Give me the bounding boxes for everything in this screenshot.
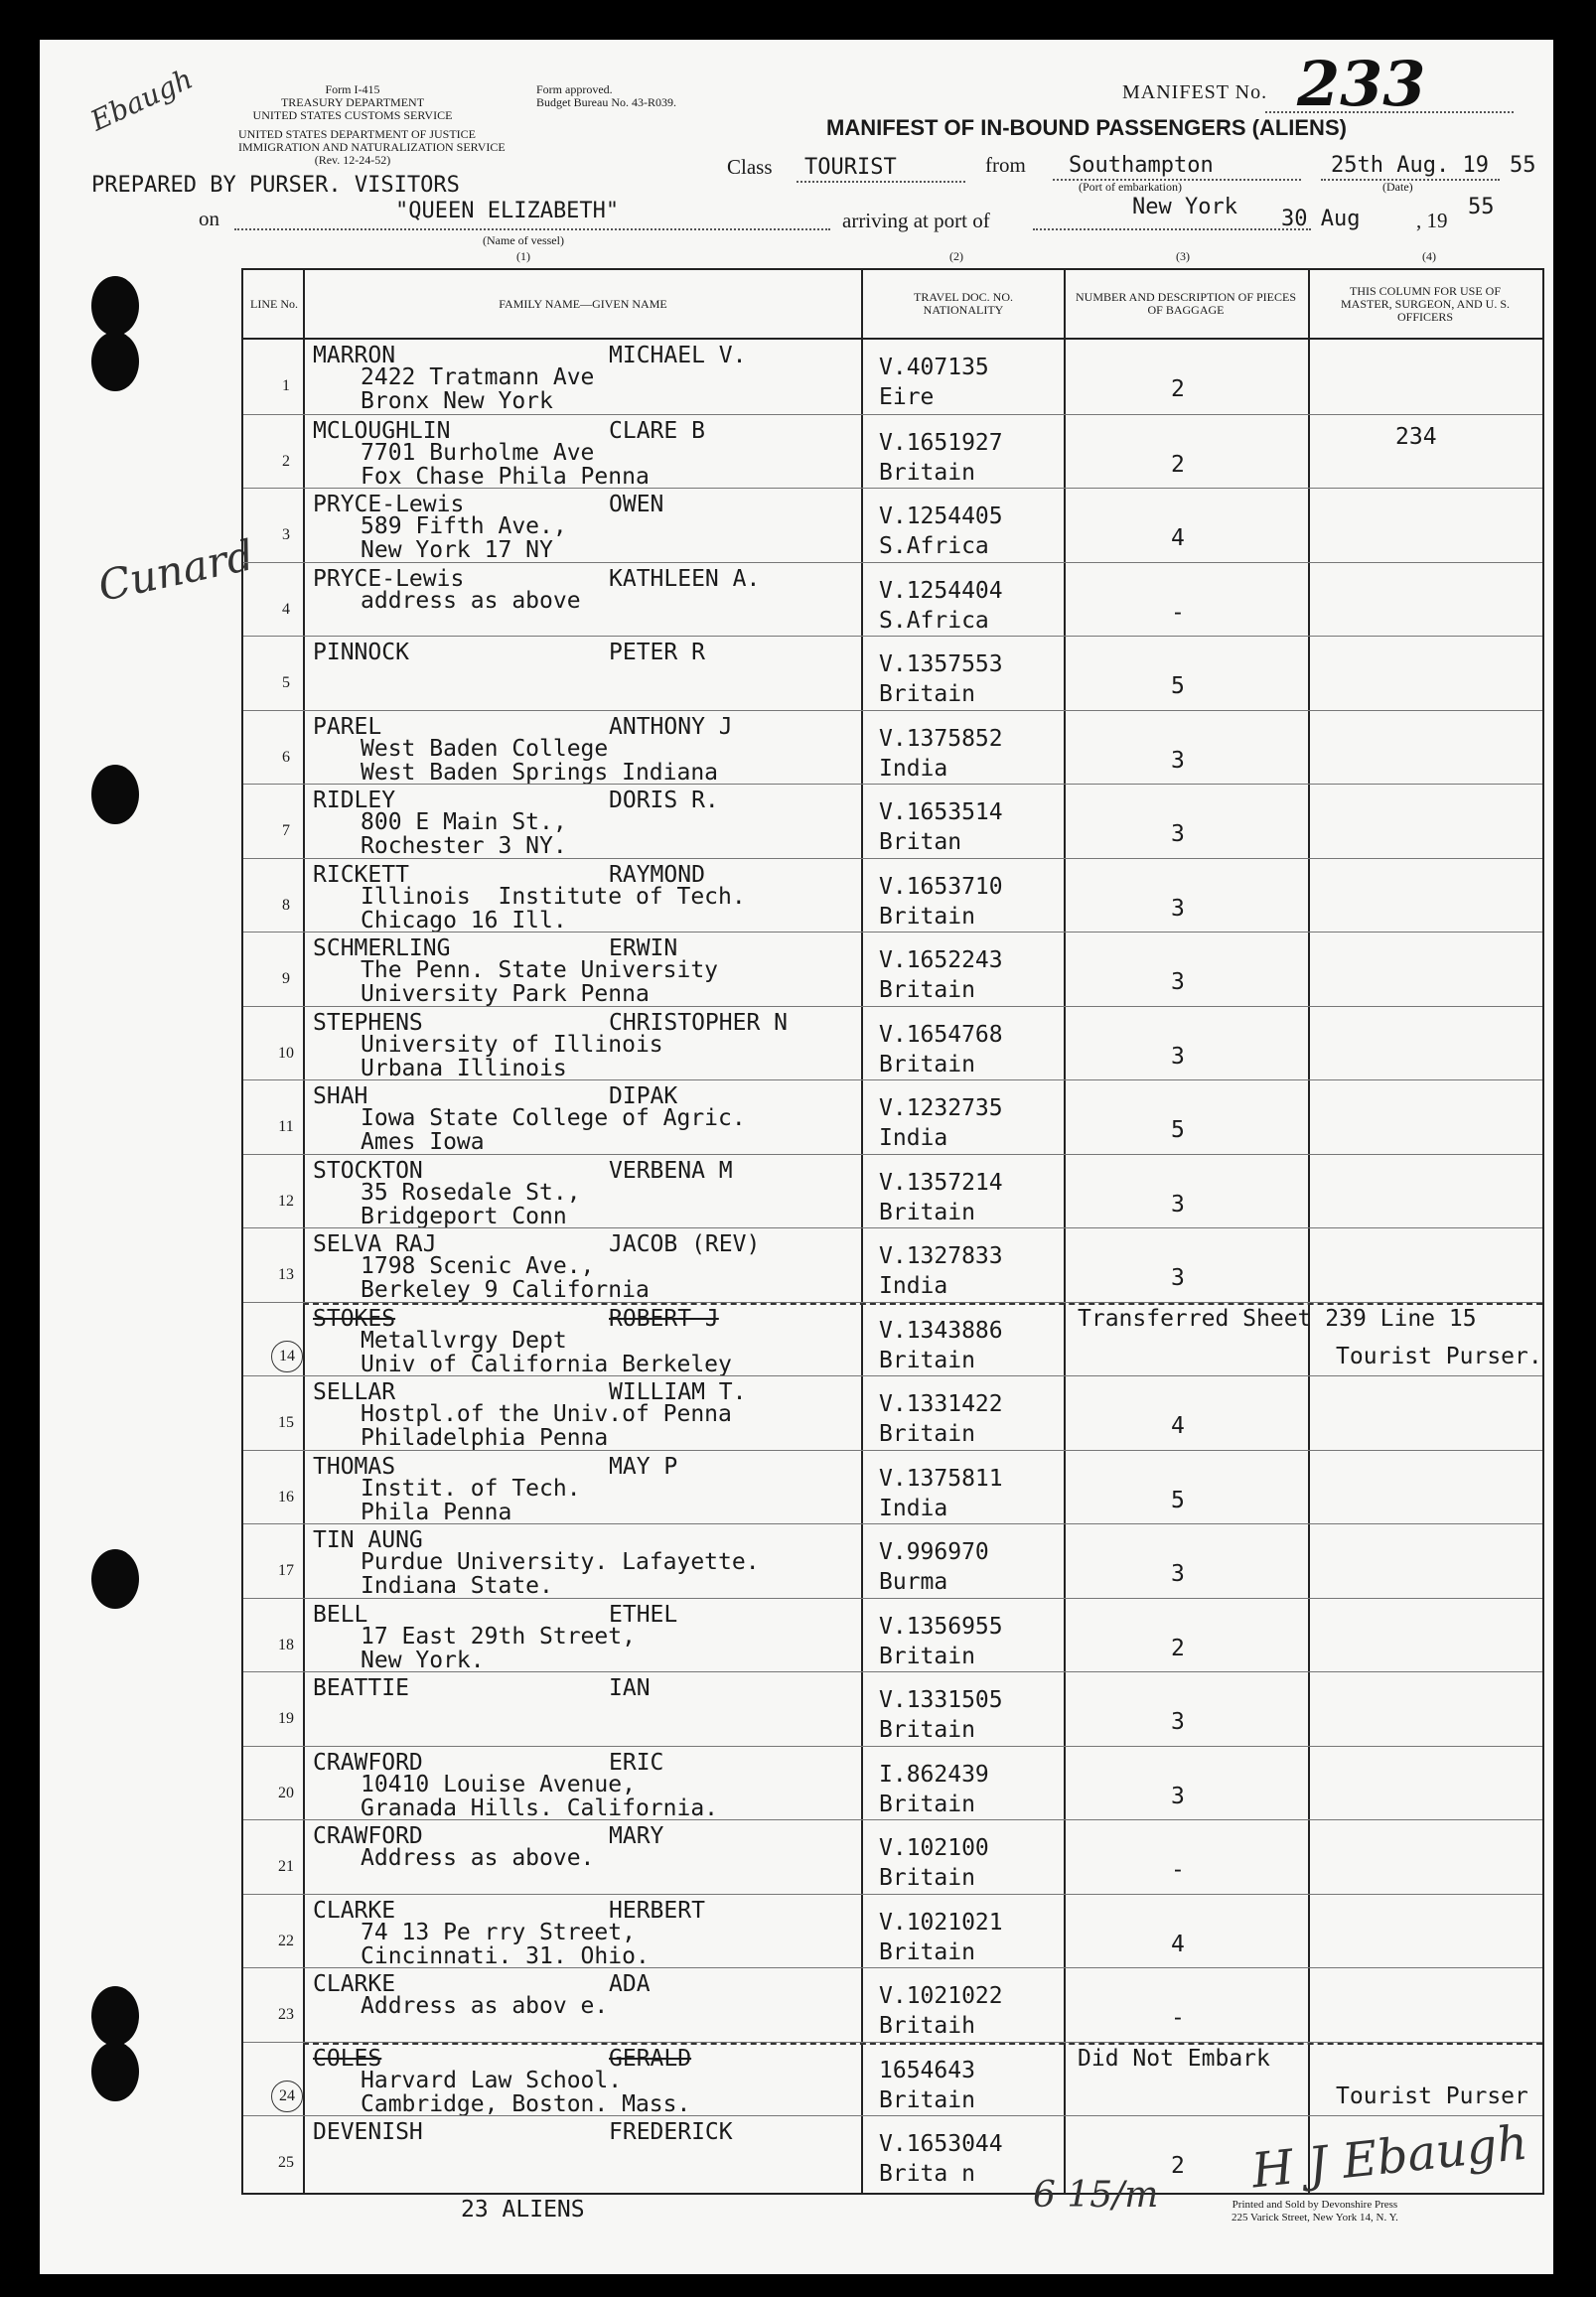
- family-name: CRAWFORD: [313, 1749, 423, 1776]
- travel-doc-number: V.1375852: [879, 725, 1003, 752]
- line-number: 2: [282, 452, 290, 470]
- given-name: WILLIAM T.: [609, 1379, 747, 1405]
- baggage-count: Did Not Embark: [1078, 2045, 1270, 2072]
- nationality: Britain: [879, 2086, 975, 2113]
- family-name: SHAH: [313, 1083, 368, 1109]
- line-number: 7: [282, 822, 290, 839]
- family-name: PINNOCK: [313, 640, 409, 665]
- travel-doc-number: V.1232735: [879, 1095, 1003, 1121]
- baggage-count: -: [1171, 1857, 1185, 1883]
- address-line-2: Philadelphia Penna: [361, 1425, 609, 1451]
- table-row: [243, 1894, 1542, 1969]
- column-caption-1: (1): [516, 249, 530, 263]
- given-name: ADA: [609, 1971, 651, 1997]
- family-name: COLES: [313, 2045, 382, 2072]
- travel-doc-number: V.1357553: [879, 651, 1003, 677]
- address-line-1: Iowa State College of Agric.: [361, 1105, 746, 1131]
- address-line-2: New York.: [361, 1647, 485, 1673]
- table-row: [243, 2042, 1542, 2117]
- family-name: RICKETT: [313, 861, 409, 888]
- table-header: [243, 270, 1542, 340]
- address-line-2: Univ of California Berkeley: [361, 1351, 732, 1377]
- arrival-year-prefix: , 19: [1416, 209, 1448, 232]
- family-name: STOCKTON: [313, 1157, 423, 1184]
- address-line-1: Metallvrgy Dept: [361, 1327, 567, 1354]
- given-name: ETHEL: [609, 1601, 678, 1628]
- address-line-1: Address as abov e.: [361, 1993, 609, 2019]
- nationality: Britain: [879, 1643, 975, 1669]
- family-name: STOKES: [313, 1305, 396, 1332]
- table-row: [243, 1746, 1542, 1821]
- family-name: CLARKE: [313, 1897, 396, 1924]
- travel-doc-number: V.1021021: [879, 1909, 1003, 1936]
- table-row: [243, 858, 1542, 933]
- nationality: Britain: [879, 1421, 975, 1447]
- table-row: [243, 1302, 1542, 1377]
- given-name: VERBENA M: [609, 1157, 733, 1184]
- nationality: Britain: [879, 903, 975, 930]
- justice-dept: UNITED STATES DEPARTMENT OF JUSTICE: [238, 127, 477, 141]
- address-line-1: 74 13 Pe rry Street,: [361, 1919, 636, 1945]
- table-row: [243, 1819, 1542, 1895]
- address-line-2: West Baden Springs Indiana: [361, 759, 719, 786]
- officer-note: Tourist Purser: [1336, 2082, 1528, 2109]
- family-name: BELL: [313, 1601, 368, 1628]
- nationality: Britain: [879, 459, 975, 486]
- baggage-count: 3: [1171, 1783, 1185, 1809]
- address-line-1: The Penn. State University: [361, 957, 719, 983]
- binder-hole: [91, 765, 139, 824]
- header-travel-doc: TRAVEL DOC. NO. NATIONALITY: [913, 290, 1013, 317]
- binder-hole: [91, 276, 139, 336]
- address-line-1: 35 Rosedale St.,: [361, 1179, 581, 1206]
- address-line-1: Instit. of Tech.: [361, 1475, 581, 1502]
- address-line-1: Purdue University. Lafayette.: [361, 1549, 760, 1575]
- address-line-2: Indiana State.: [361, 1573, 553, 1599]
- family-name: PRYCE-Lewis: [313, 565, 465, 592]
- travel-doc-number: V.1357214: [879, 1169, 1003, 1196]
- immigration-service: IMMIGRATION AND NATURALIZATION SERVICE: [238, 140, 506, 154]
- nationality: Eire: [879, 384, 935, 410]
- nationality: India: [879, 1273, 948, 1299]
- travel-doc-number: V.1254404: [879, 577, 1003, 604]
- baggage-count: 5: [1171, 1487, 1185, 1513]
- header-officers: THIS COLUMN FOR USE OF MASTER, SURGEON, AND U. S. OFFICERS: [1340, 283, 1511, 324]
- passenger-table: [241, 268, 1544, 2195]
- family-name: CLARKE: [313, 1971, 396, 1997]
- family-name: SCHMERLING: [313, 935, 451, 961]
- baggage-count: 2: [1171, 451, 1185, 478]
- nationality: Britain: [879, 1865, 975, 1891]
- binder-hole: [91, 332, 139, 391]
- baggage-count: 3: [1171, 1265, 1185, 1291]
- line-number: 12: [278, 1192, 294, 1210]
- table-row: [243, 784, 1542, 859]
- table-row: [243, 1671, 1542, 1747]
- baggage-count: 3: [1171, 747, 1185, 774]
- customs-service: UNITED STATES CUSTOMS SERVICE: [252, 108, 453, 122]
- address-line-1: Hostpl.of the Univ.of Penna: [361, 1401, 732, 1427]
- baggage-count: 3: [1171, 895, 1185, 922]
- table-row: [243, 340, 1542, 414]
- line-number: 23: [278, 2006, 294, 2023]
- binder-hole: [91, 1549, 139, 1609]
- table-row: [243, 1967, 1542, 2043]
- address-line-2: Bridgeport Conn: [361, 1203, 567, 1229]
- departure-date: 25th Aug. 19: [1331, 153, 1489, 178]
- given-name: MAY P: [609, 1453, 678, 1480]
- travel-doc-number: V.1651927: [879, 429, 1003, 456]
- from-label: from: [985, 153, 1026, 177]
- line-number: 3: [282, 526, 290, 543]
- nationality: Brita n: [879, 2161, 975, 2187]
- vessel-name: "QUEEN ELIZABETH": [395, 199, 620, 223]
- nationality: Britain: [879, 1717, 975, 1743]
- printer-line-1: Printed and Sold by Devonshire Press: [1232, 2199, 1398, 2211]
- vessel-rule: [234, 228, 830, 230]
- given-name: RAYMOND: [609, 861, 705, 888]
- nationality: Britain: [879, 1051, 975, 1077]
- line-number: 20: [278, 1784, 294, 1801]
- nationality: S.Africa: [879, 607, 989, 634]
- baggage-count: 5: [1171, 1117, 1185, 1143]
- baggage-count: 3: [1171, 1709, 1185, 1735]
- nationality: India: [879, 755, 948, 782]
- travel-doc-number: V.996970: [879, 1539, 989, 1565]
- travel-doc-number: V.1652243: [879, 947, 1003, 973]
- given-name: ERWIN: [609, 935, 678, 961]
- embarkation-caption: (Port of embarkation): [1079, 180, 1182, 194]
- travel-doc-number: 1654643: [879, 2057, 975, 2083]
- revision: (Rev. 12-24-52): [314, 153, 391, 167]
- manifest-no-label: MANIFEST No.: [1122, 81, 1268, 103]
- travel-doc-number: V.102100: [879, 1835, 989, 1861]
- table-row: [243, 488, 1542, 563]
- table-row: [243, 1523, 1542, 1599]
- baggage-count: 3: [1171, 1191, 1185, 1218]
- given-name: CHRISTOPHER N: [609, 1009, 789, 1036]
- column-caption-4: (4): [1422, 249, 1436, 263]
- line-number: 25: [278, 2154, 294, 2171]
- family-name: RIDLEY: [313, 788, 396, 813]
- given-name: ROBERT J: [609, 1305, 719, 1332]
- address-line-2: Berkeley 9 California: [361, 1277, 650, 1303]
- address-line-1: Address as above.: [361, 1845, 595, 1871]
- given-name: OWEN: [609, 492, 664, 517]
- given-name: IAN: [609, 1675, 651, 1701]
- printer-line-2: 225 Varick Street, New York 14, N. Y.: [1232, 2212, 1398, 2224]
- address-line-1: 589 Fifth Ave.,: [361, 513, 567, 539]
- baggage-count: 4: [1171, 1931, 1185, 1957]
- header-name: FAMILY NAME—GIVEN NAME: [499, 296, 667, 311]
- cancelled-entry-rule: [303, 2043, 1542, 2045]
- binder-hole: [91, 1986, 139, 2046]
- travel-doc-number: V.1653514: [879, 799, 1003, 825]
- table-row: [243, 1450, 1542, 1525]
- travel-doc-number: V.1254405: [879, 503, 1003, 529]
- baggage-count: -: [1171, 2005, 1185, 2031]
- officer-note: 234: [1395, 423, 1437, 450]
- given-name: CLARE B: [609, 417, 705, 444]
- arrival-date: 30 Aug: [1281, 207, 1361, 231]
- family-name: BEATTIE: [313, 1675, 409, 1701]
- given-name: HERBERT: [609, 1897, 705, 1924]
- table-row: [243, 1079, 1542, 1155]
- address-line-2: Ames Iowa: [361, 1129, 485, 1155]
- nationality: India: [879, 1125, 948, 1151]
- address-line-2: Cambridge, Boston. Mass.: [361, 2090, 691, 2117]
- address-line-1: 1798 Scenic Ave.,: [361, 1253, 595, 1279]
- baggage-count: 2: [1171, 376, 1185, 402]
- address-line-1: address as above: [361, 587, 581, 614]
- address-line-1: 10410 Louise Avenue,: [361, 1771, 636, 1797]
- line-number: 15: [278, 1414, 294, 1431]
- class-rule: [797, 181, 965, 183]
- class-value: TOURIST: [804, 155, 897, 180]
- table-row: [243, 1006, 1542, 1081]
- line-number: 4: [282, 600, 290, 618]
- travel-doc-number: V.407135: [879, 355, 989, 380]
- baggage-count: 2: [1171, 1635, 1185, 1661]
- given-name: KATHLEEN A.: [609, 565, 761, 592]
- handwritten-ebaugh: Ebaugh: [85, 62, 198, 138]
- total-aliens: 23 ALIENS: [461, 2197, 585, 2223]
- baggage-count: Transferred Sheet 239 Line 15: [1078, 1305, 1477, 1332]
- travel-doc-number: I.862439: [879, 1761, 989, 1788]
- line-number: 17: [278, 1562, 294, 1579]
- line-number: 11: [278, 1118, 294, 1135]
- table-row: [243, 1375, 1542, 1451]
- line-number: 16: [278, 1488, 294, 1506]
- address-line-1: West Baden College: [361, 735, 609, 762]
- budget-bureau: Budget Bureau No. 43-R039.: [536, 95, 676, 109]
- form-approved: Form approved.: [536, 82, 613, 96]
- nationality: Britain: [879, 977, 975, 1003]
- travel-doc-number: V.1654768: [879, 1021, 1003, 1048]
- nationality: Britaih: [879, 2013, 975, 2039]
- on-label: on: [199, 207, 219, 230]
- address-line-2: Rochester 3 NY.: [361, 833, 567, 859]
- address-line-2: Cincinnati. 31. Ohio.: [361, 1942, 650, 1969]
- form-id-block: [238, 82, 506, 167]
- printer-credit: [1232, 2199, 1398, 2225]
- address-line-2: Urbana Illinois: [361, 1055, 567, 1081]
- address-line-2: University Park Penna: [361, 981, 650, 1007]
- address-line-1: 7701 Burholme Ave: [361, 439, 595, 466]
- family-name: CRAWFORD: [313, 1823, 423, 1849]
- baggage-count: -: [1171, 599, 1185, 626]
- baggage-count: 4: [1171, 525, 1185, 551]
- port-embarkation: Southampton: [1069, 153, 1214, 178]
- travel-doc-number: V.1653044: [879, 2131, 1003, 2157]
- table-row: [243, 932, 1542, 1007]
- nationality: Britan: [879, 829, 962, 855]
- given-name: DIPAK: [609, 1083, 678, 1109]
- address-line-1: Illinois Institute of Tech.: [361, 883, 746, 910]
- travel-doc-number: V.1653710: [879, 873, 1003, 900]
- table-row: [243, 710, 1542, 786]
- initials-note: 6 15/m: [1033, 2175, 1159, 2216]
- baggage-count: 3: [1171, 1043, 1185, 1070]
- line-number: 22: [278, 1932, 294, 1949]
- travel-doc-number: V.1375811: [879, 1465, 1003, 1492]
- given-name: FREDERICK: [609, 2119, 733, 2145]
- line-number: 8: [282, 896, 290, 914]
- signature: H J Ebaugh: [1248, 2114, 1530, 2200]
- given-name: DORIS R.: [609, 788, 719, 813]
- given-name: ERIC: [609, 1749, 664, 1776]
- nationality: Britain: [879, 1347, 975, 1373]
- binder-hole: [91, 2042, 139, 2101]
- family-name: SELLAR: [313, 1379, 396, 1405]
- arriving-label: arriving at port of: [842, 209, 990, 232]
- address-line-1: Harvard Law School.: [361, 2067, 623, 2093]
- address-line-1: 800 E Main St.,: [361, 809, 567, 835]
- date-caption: (Date): [1382, 180, 1413, 194]
- table-row: [243, 1598, 1542, 1673]
- address-line-2: Fox Chase Phila Penna: [361, 463, 650, 490]
- table-row: [243, 562, 1542, 638]
- address-line-1: 2422 Tratmann Ave: [361, 364, 595, 390]
- given-name: PETER R: [609, 640, 705, 665]
- address-line-2: Phila Penna: [361, 1499, 512, 1525]
- form-number: Form I-415: [325, 82, 380, 96]
- baggage-count: 5: [1171, 673, 1185, 699]
- baggage-count: 3: [1171, 821, 1185, 847]
- column-caption-2: (2): [949, 249, 963, 263]
- line-number: 24: [271, 2081, 303, 2112]
- line-number: 19: [278, 1710, 294, 1727]
- vessel-caption: (Name of vessel): [483, 233, 564, 247]
- nationality: India: [879, 1495, 948, 1521]
- column-caption-3: (3): [1176, 249, 1190, 263]
- family-name: PAREL: [313, 713, 382, 740]
- manifest-no-rule: [1265, 111, 1514, 113]
- address-line-2: New York 17 NY: [361, 537, 553, 563]
- arrival-year: 55: [1468, 195, 1495, 219]
- treasury-dept: TREASURY DEPARTMENT: [280, 95, 425, 109]
- approval-block: [536, 83, 676, 109]
- table-row: [243, 1154, 1542, 1229]
- prepared-by: PREPARED BY PURSER. VISITORS: [91, 173, 460, 198]
- nationality: Britain: [879, 1199, 975, 1225]
- travel-doc-number: V.1021022: [879, 1983, 1003, 2009]
- header-baggage: NUMBER AND DESCRIPTION OF PIECES OF BAGGAGE: [1075, 290, 1297, 317]
- nationality: S.Africa: [879, 533, 989, 559]
- family-name: MARRON: [313, 343, 396, 368]
- travel-doc-number: V.1356955: [879, 1613, 1003, 1640]
- given-name: JACOB (REV): [609, 1231, 761, 1257]
- line-number: 21: [278, 1858, 294, 1875]
- baggage-count: 4: [1171, 1413, 1185, 1439]
- travel-doc-number: V.1331505: [879, 1687, 1003, 1713]
- table-body: [243, 340, 1542, 2193]
- address-line-1: 17 East 29th Street,: [361, 1623, 636, 1650]
- header-line-no: LINE No.: [250, 296, 298, 311]
- line-number: 14: [271, 1341, 303, 1372]
- nationality: Burma: [879, 1569, 948, 1595]
- family-name: DEVENISH: [313, 2119, 423, 2145]
- nationality: Britain: [879, 1791, 975, 1817]
- line-number: 5: [282, 674, 290, 691]
- class-label: Class: [727, 155, 773, 179]
- given-name: GERALD: [609, 2045, 692, 2072]
- table-row: [243, 414, 1542, 490]
- baggage-count: 3: [1171, 1561, 1185, 1587]
- family-name: TIN AUNG: [313, 1527, 423, 1553]
- cancelled-entry-rule: [303, 1303, 1542, 1305]
- nationality: Britain: [879, 1938, 975, 1965]
- arrival-port: New York: [1132, 195, 1237, 219]
- given-name: MICHAEL V.: [609, 343, 747, 368]
- officer-note: Tourist Purser.: [1336, 1343, 1542, 1369]
- family-name: THOMAS: [313, 1453, 396, 1480]
- nationality: Britain: [879, 681, 975, 707]
- address-line-2: Bronx New York: [361, 388, 553, 414]
- address-line-2: Granada Hills. California.: [361, 1795, 719, 1821]
- family-name: PRYCE-Lewis: [313, 492, 465, 517]
- table-row: [243, 636, 1542, 711]
- line-number: 18: [278, 1636, 294, 1653]
- family-name: STEPHENS: [313, 1009, 423, 1036]
- line-number: 6: [282, 748, 290, 766]
- baggage-count: 2: [1171, 2153, 1185, 2179]
- baggage-count: 3: [1171, 969, 1185, 995]
- manifest-title: MANIFEST OF IN-BOUND PASSENGERS (ALIENS): [826, 115, 1347, 140]
- manifest-sheet: [40, 40, 1553, 2274]
- line-number: 10: [278, 1044, 294, 1062]
- given-name: ANTHONY J: [609, 713, 733, 740]
- travel-doc-number: V.1331422: [879, 1391, 1003, 1417]
- address-line-1: University of Illinois: [361, 1031, 663, 1058]
- family-name: MCLOUGHLIN: [313, 417, 451, 444]
- table-row: [243, 1227, 1542, 1303]
- manifest-number: 233: [1297, 48, 1426, 120]
- address-line-2: Chicago 16 Ill.: [361, 907, 567, 933]
- family-name: SELVA RAJ: [313, 1231, 437, 1257]
- line-number: 1: [282, 377, 290, 394]
- travel-doc-number: V.1327833: [879, 1243, 1003, 1269]
- travel-doc-number: V.1343886: [879, 1317, 1003, 1344]
- line-number: 9: [282, 970, 290, 987]
- given-name: MARY: [609, 1823, 664, 1849]
- line-number: 13: [278, 1266, 294, 1283]
- handwritten-cunard: Cunard: [93, 530, 258, 611]
- departure-year: 55: [1510, 153, 1536, 178]
- arrival-port-rule: [1033, 228, 1311, 230]
